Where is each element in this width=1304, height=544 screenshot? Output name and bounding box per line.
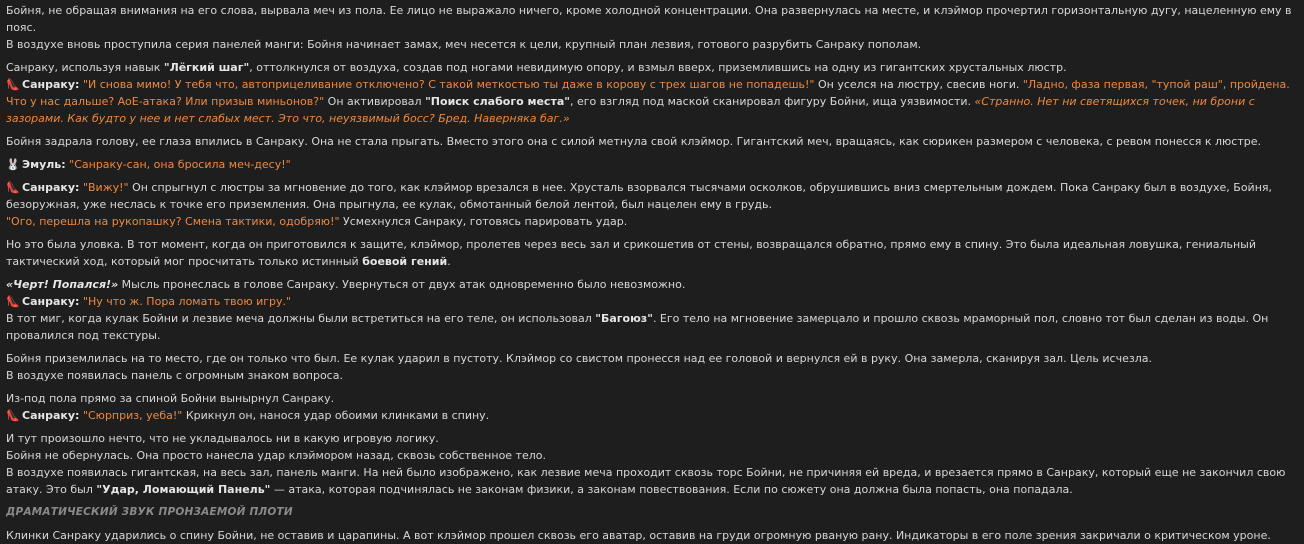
paragraph-2: [6, 59, 1296, 127]
speaker-name: Санраку:: [22, 78, 80, 91]
speaker-name: Эмуль:: [22, 158, 66, 171]
rabbit-icon: 🐰: [6, 158, 20, 171]
narration: В тот миг, когда кулак Бойни и лезвие меча должны были встретиться на его теле, он использовал "Багоюз". Его тело на мгновение замерцало и прошло сквозь мраморный пол, словно тот был сделан из воды. Он провалился под текстуры.: [6, 312, 1269, 342]
speaker-name: Санраку:: [22, 409, 80, 422]
narration: Клинки Санраку ударились о спину Бойни, не оставив и царапины. А вот клэймор прошел сквозь его аватар, оставив на груди огромную рваную рану. Индикаторы в его поле зрения закричали о критическом уроне.: [6, 529, 1271, 542]
quote: "Вижу!": [82, 181, 129, 194]
narration: «Черт! Попался!» Мысль пронеслась в голове Санраку. Увернуться от двух атак одновременно было невозможно.: [6, 278, 686, 291]
paragraph-1: [6, 2, 1296, 53]
high-heel-shoe-icon: 👠: [6, 409, 20, 422]
quote: "Ну что ж. Пора ломать твою игру.": [82, 295, 292, 308]
dialogue-line: 👠 Санраку: "Вижу!" Он спрыгнул с люстры за мгновение до того, как клэймор врезался в нее. Хрусталь взорвался тысячами осколков, обрушившись вниз смертельным дождем. Пока Санраку был в воздухе, Бойня, безоружная, уже неслась к точке его приземления. Она прыгнула, ее кулак, обмотанный белой лентой, был нацелен ему в грудь.: [6, 181, 1273, 211]
quote: "Сюрприз, уеба!": [82, 409, 183, 422]
high-heel-shoe-icon: 👠: [6, 181, 20, 194]
quote: "И снова мимо! У тебя что, автоприцеливание отключено? С такой меткостью ты даже в корову с трех шагов не попадешь!": [82, 78, 815, 91]
quote: "Ого, перешла на рукопашку? Смена тактики, одобряю!": [6, 215, 340, 228]
paragraph-11: [6, 504, 1296, 521]
speaker-name: Санраку:: [22, 181, 80, 194]
narration: В воздухе появилась гигантская, на весь зал, панель манги. На ней было изображено, как лезвие меча проходит сквозь торс Бойни, не причиняя ей вреда, и врезается прямо в Санраку, который еще не закончил свою атаку. Это был "Удар, Ломающий Панель" — атака, которая подчинялась не законам физики, а законам повествования. Если по сюжету она должна была попасть, она попадала.: [6, 466, 1286, 496]
narration: Бойня задрала голову, ее глаза впились в Санраку. Она не стала прыгать. Вместо этого она с силой метнула свой клэймор. Гигантский меч, вращаясь, как сюрикен размером с человека, с ревом понесся к люстре.: [6, 135, 1262, 148]
speaker-name: Санраку:: [22, 295, 80, 308]
high-heel-shoe-icon: 👠: [6, 295, 20, 308]
narration: Из-под пола прямо за спиной Бойни вынырнул Санраку.: [6, 392, 335, 405]
narration: И тут произошло нечто, что не укладывалось ни в какую игровую логику.: [6, 432, 439, 445]
quote: "Санраку-сан, она бросила меч-десу!": [69, 158, 291, 171]
dialogue-line: 👠 Санраку: "Сюрприз, уеба!" Крикнул он, нанося удар обоими клинками в спину.: [6, 409, 490, 422]
quote: "Ладно, фаза первая, "тупой раш", пройдена. Что у нас дальше? AoE-атака? Или призыв миньонов?": [6, 78, 1290, 108]
skill-name: "Поиск слабого места": [425, 95, 570, 108]
skill-name: "Лёгкий шаг": [163, 61, 250, 74]
paragraph-5: [6, 179, 1296, 230]
skill-name: "Багоюз": [595, 312, 653, 325]
narration: Но это была уловка. В тот момент, когда он приготовился к защите, клэймор, пролетев через весь зал и срикошетив от стены, возвращался обратно, прямо ему в спину. Это была идеальная ловушка, гениальный тактический ход, который мог просчитать только истинный боевой гений.: [6, 238, 1257, 268]
skill-name: "Удар, Ломающий Панель": [96, 483, 271, 496]
paragraph-3: [6, 133, 1296, 150]
paragraph-6: [6, 236, 1296, 270]
narration: Санраку, используя навык "Лёгкий шаг", оттолкнулся от воздуха, создав под ногами невидимую опору, и взмыл вверх, приземлившись на одну из гигантских хрустальных люстр.: [6, 61, 1067, 74]
emphasis: боевой гений: [362, 255, 448, 268]
dialogue-line: 👠 Санраку: "И снова мимо! У тебя что, автоприцеливание отключено? С такой меткостью ты даже в корову с трех шагов не попадешь!" Он уселся на люстру, свесив ноги. "Ладно, фаза первая, "тупой раш", пройдена. Что у нас дальше? AoE-атака? Или призыв миньонов?" Он активировал "Поиск слабого места", его взгляд под маской сканировал фигуру Бойни, ища уязвимости. «Странно. Нет ни светящихся точек, ни брони с зазорами. Как будто у нее и нет слабых мест. Это что, неуязвимый босс? Бред. Наверняка баг.»: [6, 78, 1290, 125]
narration: Бойня приземлилась на то место, где он только что был. Ее кулак ударил в пустоту. Клэймор со свистом пронесся над ее головой и вернулся ей в руку. Она замерла, сканируя зал. Цель исчезла.: [6, 352, 1152, 365]
narration: В воздухе вновь проступила серия панелей манги: Бойня начинает замах, меч несется к цели, крупный план лезвия, готового разрубить Санраку пополам.: [6, 38, 922, 51]
dialogue-line: [6, 156, 1296, 173]
paragraph-4: [6, 156, 1296, 173]
inner-thought: «Черт! Попался!»: [6, 278, 119, 291]
paragraph-10: [6, 430, 1296, 498]
paragraph-8: [6, 350, 1296, 384]
dialogue-line: "Ого, перешла на рукопашку? Смена тактики, одобряю!" Усмехнулся Санраку, готовясь парировать удар.: [6, 215, 628, 228]
dialogue-line: [6, 293, 1296, 310]
inner-thought: «Странно. Нет ни светящихся точек, ни брони с зазорами. Как будто у нее и нет слабых мест. Это что, неуязвимый босс? Бред. Наверняка баг.»: [6, 95, 1255, 125]
paragraph-7: [6, 276, 1296, 344]
narration: Бойня, не обращая внимания на его слова, вырвала меч из пола. Ее лицо не выражало ничего, кроме холодной концентрации. Она развернулась на месте, и клэймор прочертил горизонтальную дугу, нацеленную ему в пояс.: [6, 4, 1292, 34]
narration: Бойня не обернулась. Она просто нанесла удар клэймором назад, сквозь собственное тело.: [6, 449, 546, 462]
paragraph-9: [6, 390, 1296, 424]
paragraph-12: [6, 527, 1296, 544]
sound-effect: ДРАМАТИЧЕСКИЙ ЗВУК ПРОНЗАЕМОЙ ПЛОТИ: [6, 506, 293, 518]
narration: В воздухе появилась панель с огромным знаком вопроса.: [6, 369, 343, 382]
high-heel-shoe-icon: 👠: [6, 78, 20, 91]
